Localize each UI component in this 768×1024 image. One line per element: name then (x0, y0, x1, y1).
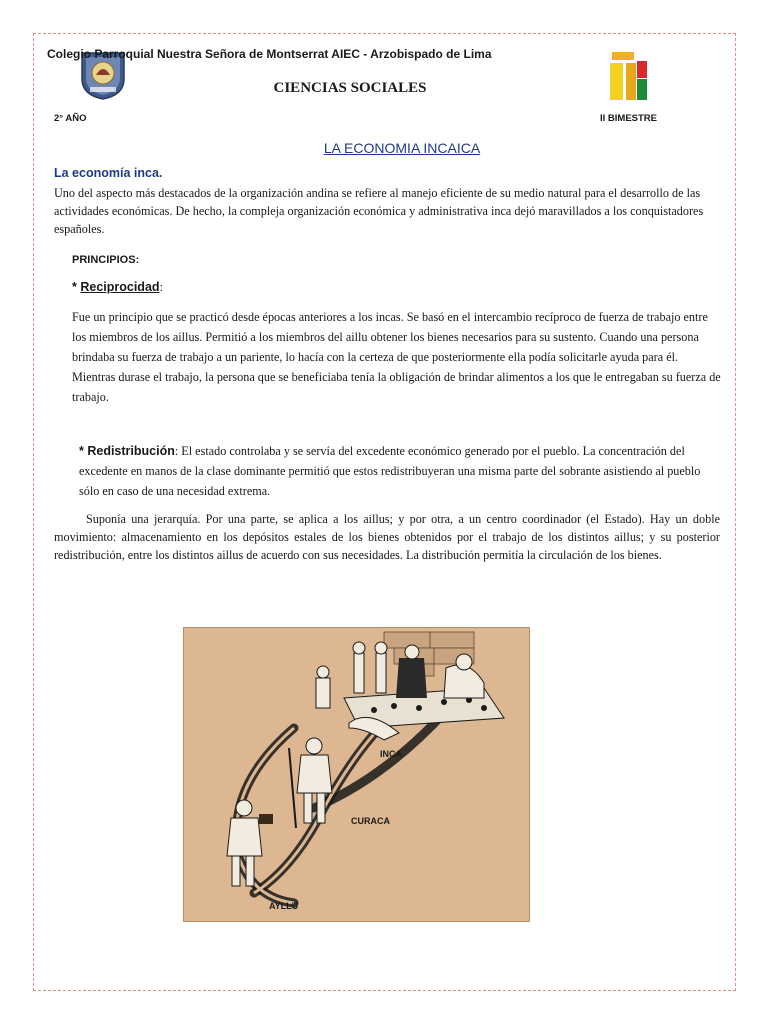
reciprocity-paragraph: Fue un principio que se practicó desde épocas anteriores a los incas. Se basó en el intercambio recíproco de fuerza de trabajo entre los miembros de los aillus. Permitió a los miembros del aillu obtener los bienes necesarios para su sustento. Cuando una persona brindaba su fuerza de trabajo a un pariente, lo hacía con la certeza de que posteriormente ella podía solicitarle ayuda para él. Mientras durase el trabajo, la persona que se beneficiaba tenía la obligación de brindar alimentos a los que le entregaban su fuerza de trabajo. (72, 310, 721, 404)
redistribution-illustration (183, 627, 530, 922)
school-name: Colegio Parroquial Nuestra Señora de Montserrat AIEC - Arzobispado de Lima (47, 47, 492, 61)
section-heading: La economía inca. (54, 166, 163, 180)
redistribution-paragraph (79, 441, 719, 501)
grade-label: 2° AÑO (54, 113, 87, 124)
reciprocity-colon: : (159, 280, 164, 294)
hierarchy-paragraph: Suponía una jerarquía. Por una parte, se aplica a los aillus; y por otra, a un centro coordinador (el Estado). Hay un doble movimiento: almacenamiento en los depósitos estales de los bienes obtenidos por el trabajo de los distintos aillus; y su posterior redistribución, entre los distintos aillus de acuerdo con sus necesidades. La distribución permitía la circulación de los bienes. (54, 512, 720, 562)
reciprocity-heading (72, 280, 163, 295)
school-emblem-logo (606, 52, 648, 100)
label-curaca: CURACA (351, 816, 390, 826)
reciprocity-term: Reciprocidad (80, 280, 160, 294)
flow-arrows (236, 698, 444, 903)
redistribution-term: Redistribución (87, 444, 175, 458)
redistribution-text: : El estado controlaba y se servía del excedente económico generado por el pueblo. La concentración del excedente en manos de la clase dominante permitió que estos redistribuyeran una misma parte del sobrante asistiendo al pueblo sólo en caso de una necesidad extrema. (79, 444, 701, 498)
label-inca: INCA (380, 749, 402, 759)
redistribution-bullet: * (79, 444, 88, 458)
principles-label: PRINCIPIOS: (72, 254, 140, 266)
term-label: II BIMESTRE (600, 113, 658, 124)
intro-paragraph: Uno del aspecto más destacados de la organización andina se refiere al manejo eficiente de su medio natural para el desarrollo de las actividades económicas. De hecho, la compleja organización económica y administrativa inca dejó maravillados a los conquistadores españoles. (54, 186, 704, 236)
illustration-drawing (184, 628, 529, 921)
reciprocity-bullet: * (72, 280, 81, 294)
subject-title: CIENCIAS SOCIALES (273, 80, 427, 96)
label-ayllu: AYLLU (269, 901, 299, 911)
page-title: LA ECONOMIA INCAICA (323, 140, 481, 156)
